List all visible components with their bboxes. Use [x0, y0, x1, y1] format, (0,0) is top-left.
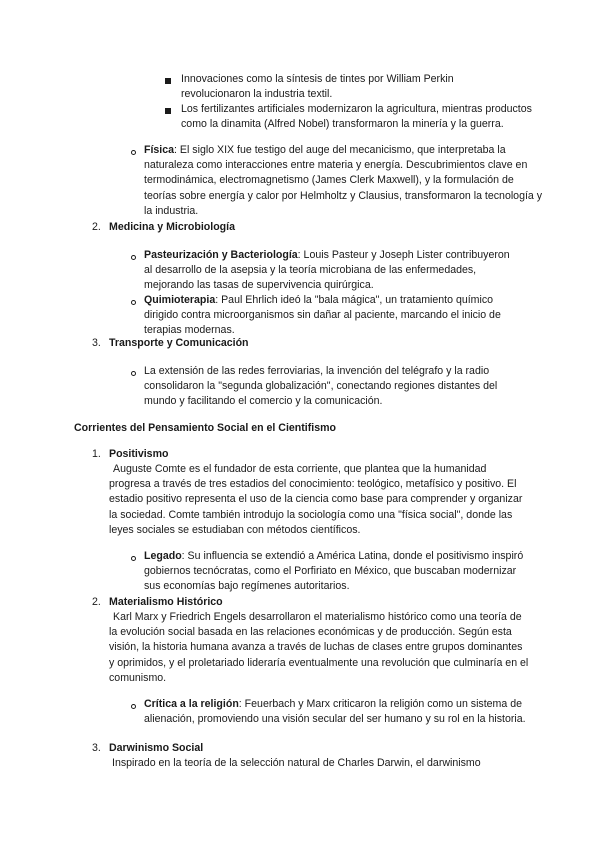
- list-number: 3.: [92, 337, 101, 349]
- list-number: 3.: [92, 742, 101, 754]
- paragraph: Inspirado en la teoría de la selección natural de Charles Darwin, el darwinismo: [112, 757, 481, 769]
- list-item: Crítica a la religión: Feuerbach y Marx criticaron la religión como un sistema de alienación, promoviendo una visión secular del ser humano y su rol en la historia.: [144, 698, 526, 726]
- term: Crítica a la religión: [144, 698, 239, 710]
- term: Legado: [144, 550, 182, 562]
- list-item: Los fertilizantes artificiales modernizaron la agricultura, mientras productos como la dinamita (Alfred Nobel) transformaron la minería y la guerra.: [181, 103, 532, 131]
- term: Física: [144, 144, 175, 156]
- paragraph: Karl Marx y Friedrich Engels desarrollaron el materialismo histórico como una teoría de la evolución social basada en las relaciones económicas y de producción. Según esta visión, la historia humana avanza a través de luchas de clases entre grupos dominantes y oprimidos, y el proletariado lideraría eventualmente una revolución que culminaría en el comunismo.: [109, 611, 529, 684]
- circle-bullet-icon: [131, 371, 136, 376]
- list-item: Pasteurización y Bacteriología: Louis Pasteur y Joseph Lister contribuyeron al desarrollo de la asepsia y la teoría microbiana de las enfermedades, mejorando las tasas de supervivencia quirúrgica.: [144, 249, 510, 292]
- list-item: Quimioterapia: Paul Ehrlich ideó la "bala mágica", un tratamiento químico dirigido contra microorganismos sin dañar al paciente, marcando el inicio de terapias modernas.: [144, 294, 501, 337]
- list-number: 2.: [92, 596, 101, 608]
- list-item: La extensión de las redes ferroviarias, la invención del telégrafo y la radio consolidaron la "segunda globalización", conectando regiones distantes del mundo y facilitando el comercio y la comunicación.: [144, 365, 498, 408]
- current-title: Positivismo: [109, 448, 169, 460]
- section-title: Medicina y Microbiología: [109, 221, 235, 233]
- list-number: 2.: [92, 221, 101, 233]
- term: Pasteurización y Bacteriología: [144, 249, 298, 261]
- circle-bullet-icon: [131, 704, 136, 709]
- circle-bullet-icon: [131, 255, 136, 260]
- current-title: Materialismo Histórico: [109, 596, 223, 608]
- current-title: Darwinismo Social: [109, 742, 204, 754]
- circle-bullet-icon: [131, 556, 136, 561]
- circle-bullet-icon: [131, 300, 136, 305]
- square-bullet-icon: [165, 108, 171, 114]
- list-item: Innovaciones como la síntesis de tintes por William Perkin revolucionaron la industria textil.: [181, 73, 454, 101]
- section-title: Transporte y Comunicación: [109, 337, 249, 349]
- list-item: Física: El siglo XIX fue testigo del auge del mecanicismo, que interpretaba la naturaleza como interacciones entre materia y energía. Descubrimientos clave en termodinámica, electromagnetismo (James Clerk Maxwell), y la formulación de teorías sobre energía y calor por Helmholtz y Clausius, transformaron la tecnología y la industria.: [144, 144, 543, 217]
- circle-bullet-icon: [131, 150, 136, 155]
- paragraph: Auguste Comte es el fundador de esta corriente, que plantea que la humanidad progresa a través de tres estadios del conocimiento: teológico, metafísico y positivo. El estadio positivo representa el uso de la ciencia como base para comprender y organizar la sociedad. Comte también introdujo la sociología como una "física social", donde las leyes sociales se estudiaban con métodos científicos.: [109, 463, 523, 536]
- term: Quimioterapia: [144, 294, 216, 306]
- section-heading: Corrientes del Pensamiento Social en el Cientifismo: [74, 422, 336, 434]
- square-bullet-icon: [165, 78, 171, 84]
- list-number: 1.: [92, 448, 101, 460]
- list-item: Legado: Su influencia se extendió a América Latina, donde el positivismo inspiró gobiernos tecnócratas, como el Porfiriato en México, que buscaban modernizar sus economías bajo regímenes autoritarios.: [144, 550, 524, 593]
